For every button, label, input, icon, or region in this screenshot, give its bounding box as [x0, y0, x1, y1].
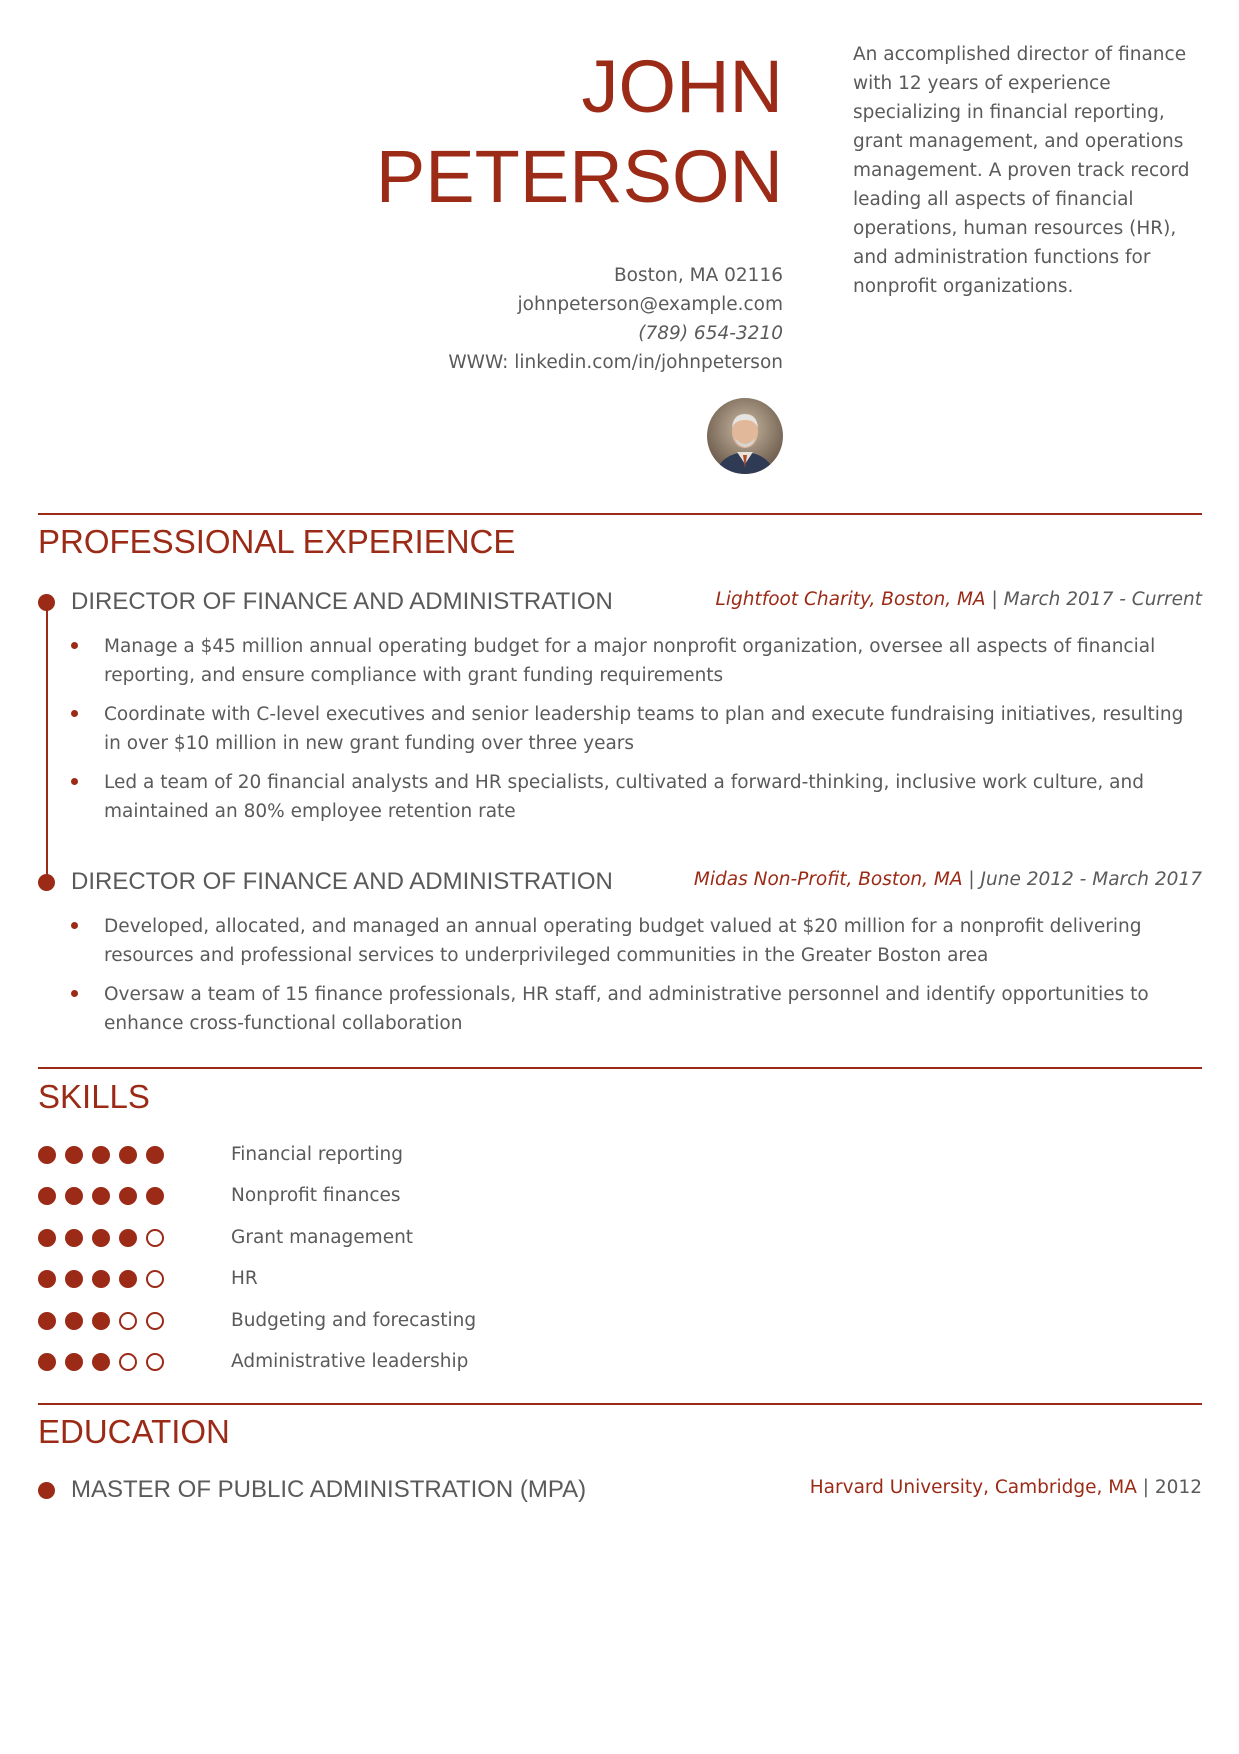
rating-dot-filled: [92, 1229, 110, 1247]
bullet-icon: [71, 710, 78, 717]
skill-name: Grant management: [231, 1227, 414, 1248]
skill-name: HR: [231, 1268, 258, 1289]
rating-dot-filled: [146, 1187, 164, 1205]
rating-dot-filled: [65, 1270, 83, 1288]
skill-name: Financial reporting: [231, 1144, 404, 1165]
job-bullets: [71, 912, 1202, 1048]
rating-dot-filled: [92, 1270, 110, 1288]
skill-name: Nonprofit finances: [231, 1185, 401, 1206]
job-organization: Lightfoot Charity, Boston, MA: [715, 589, 986, 610]
rating-dot-filled: [92, 1353, 110, 1371]
rating-dot-filled: [38, 1187, 56, 1205]
rating-dot-filled: [38, 1312, 56, 1330]
location: Boston, MA 02116: [613, 265, 783, 286]
section-divider: [38, 513, 1202, 515]
separator: |: [1136, 1477, 1155, 1498]
rating-dot-empty: [146, 1229, 164, 1247]
phone[interactable]: (789) 654-3210: [638, 323, 783, 344]
bullet-icon: [71, 778, 78, 785]
job-title: DIRECTOR OF FINANCE AND ADMINISTRATION: [71, 868, 613, 895]
section-divider: [38, 1403, 1202, 1405]
timeline-dot: [38, 874, 55, 891]
list-item: Manage a $45 million annual operating budget for a major nonprofit organization, oversee all aspects of financial reporting, and ensure compliance with grant funding requirements: [71, 632, 1202, 690]
rating-dot-empty: [146, 1270, 164, 1288]
school-name: Harvard University, Cambridge, MA: [809, 1477, 1137, 1498]
timeline-dot: [38, 1482, 55, 1499]
job-dates: June 2012 - March 2017: [980, 869, 1202, 890]
bullet-icon: [71, 922, 78, 929]
skill-row: [38, 1265, 638, 1293]
list-item: Oversaw a team of 15 finance professionals, HR staff, and administrative personnel and identify opportunities to enhance cross-functional collaboration: [71, 980, 1202, 1038]
job-meta: [694, 866, 1202, 894]
education-meta: [810, 1474, 1202, 1502]
rating-dot-filled: [38, 1229, 56, 1247]
skill-row: [38, 1182, 638, 1210]
name-last: PETERSON: [375, 135, 783, 218]
rating-dot-filled: [146, 1146, 164, 1164]
bullet-icon: [71, 642, 78, 649]
list-item: Developed, allocated, and managed an annual operating budget valued at $20 million for a nonprofit delivering resources and professional services to underprivileged communities in the Greater Boston area: [71, 912, 1202, 970]
job-meta: [716, 586, 1202, 614]
rating-dot-filled: [92, 1187, 110, 1205]
section-title-skills: SKILLS: [38, 1078, 150, 1115]
job-dates: March 2017 - Current: [1003, 589, 1202, 610]
skill-row: [38, 1307, 638, 1335]
section-title-experience: PROFESSIONAL EXPERIENCE: [38, 523, 516, 560]
rating-dot-filled: [65, 1187, 83, 1205]
job-title: DIRECTOR OF FINANCE AND ADMINISTRATION: [71, 588, 613, 615]
bullet-icon: [71, 990, 78, 997]
timeline-line: [46, 602, 48, 880]
skill-name: Budgeting and forecasting: [231, 1310, 477, 1331]
website[interactable]: WWW: linkedin.com/in/johnpeterson: [448, 352, 783, 373]
skill-row: [38, 1141, 638, 1169]
rating-dot-filled: [65, 1229, 83, 1247]
graduation-year: 2012: [1154, 1477, 1202, 1498]
rating-dot-filled: [65, 1353, 83, 1371]
section-title-education: EDUCATION: [38, 1413, 230, 1450]
rating-dot-filled: [92, 1146, 110, 1164]
rating-dot-filled: [38, 1146, 56, 1164]
rating-dot-filled: [119, 1270, 137, 1288]
contact-info: [300, 261, 783, 377]
timeline-dot: [38, 594, 55, 611]
rating-dot-filled: [65, 1312, 83, 1330]
list-item: Led a team of 20 financial analysts and HR specialists, cultivated a forward-thinking, inclusive work culture, and maintained an 80% employee retention rate: [71, 768, 1202, 826]
section-divider: [38, 1067, 1202, 1069]
rating-dot-empty: [146, 1312, 164, 1330]
rating-dot-filled: [38, 1270, 56, 1288]
degree-title: MASTER OF PUBLIC ADMINISTRATION (MPA): [71, 1476, 587, 1503]
rating-dot-filled: [119, 1146, 137, 1164]
job-bullets: [71, 632, 1202, 836]
list-item: Coordinate with C-level executives and senior leadership teams to plan and execute fundraising initiatives, resulting in over $10 million in new grant funding over three years: [71, 700, 1202, 758]
email[interactable]: johnpeterson@example.com: [517, 294, 783, 315]
rating-dot-empty: [146, 1353, 164, 1371]
rating-dot-filled: [38, 1353, 56, 1371]
skill-row: [38, 1224, 638, 1252]
rating-dot-filled: [119, 1229, 137, 1247]
separator: |: [962, 869, 981, 890]
profile-photo-icon: [707, 398, 783, 474]
job-organization: Midas Non-Profit, Boston, MA: [693, 869, 963, 890]
profile-summary: An accomplished director of finance with 12 years of experience specializing in financial reporting, grant management, and operations management. A proven track record leading all aspects of financial operations, human resources (HR), and administration functions for nonprofit organizations.: [853, 44, 1190, 297]
rating-dot-filled: [92, 1312, 110, 1330]
avatar: [707, 398, 783, 474]
separator: |: [985, 589, 1004, 610]
skill-row: [38, 1348, 638, 1376]
rating-dot-filled: [119, 1187, 137, 1205]
skill-name: Administrative leadership: [231, 1351, 469, 1372]
rating-dot-filled: [65, 1146, 83, 1164]
name-first: JOHN: [581, 45, 783, 128]
rating-dot-empty: [119, 1312, 137, 1330]
candidate-name: [300, 42, 783, 222]
rating-dot-empty: [119, 1353, 137, 1371]
